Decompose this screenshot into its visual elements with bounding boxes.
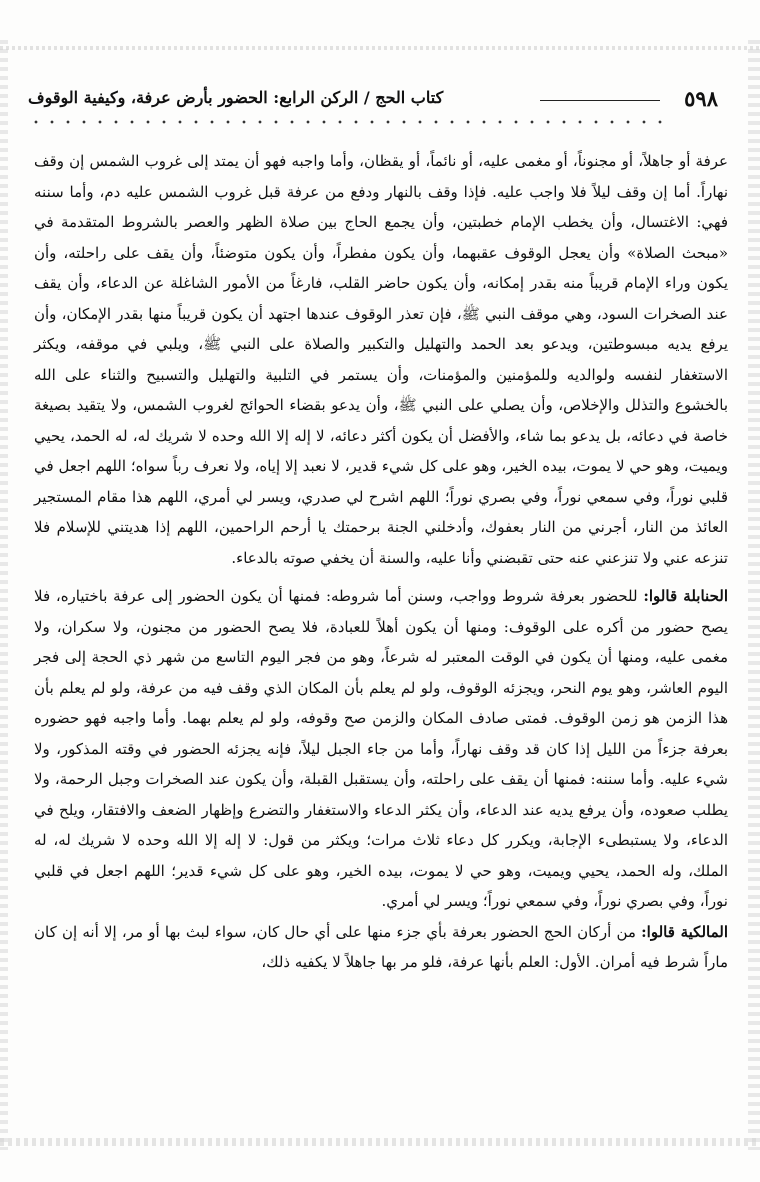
scan-border-left <box>0 40 8 1150</box>
paragraph <box>34 146 728 573</box>
section-label: الحنابلة قالوا: <box>643 587 728 605</box>
paragraph-text: للحضور بعرفة شروط وواجب، وسنن أما شروطه: فمنها أن يكون الحضور إلى عرفة باختياره، فلا يصح حضور من أكره على الوقوف: ومنها أن يكون أهلاً للعبادة، فلا يصح الحضور من مجنون، ولا سكران، ولا مغمى عليه، ومنها أن يكون في الوقت المعتبر له شرعاً، وهو من فجر اليوم التاسع من شهر ذي الحجة إلى فجر اليوم العاشر، وهو يوم النحر، ويجزئه الوقوف، ولو لم يعلم بأن المكان الذي وقف فيه من عرفة، ولو لم يعلم بأن هذا الزمن هو زمن الوقوف. فمتى صادف المكان والزمن صح وقوفه، ولو لم يعلم بهما. وأما واجبه فهو حضوره بعرفة جزءاً من الليل إذا كان قد وقف نهاراً، وأما من جاء الجبل ليلاً، فإنه يجزئه الحضور في وقته المذكور، ولا شيء عليه. وأما سننه: فمنها أن يقف على راحلته، وأن يستقبل القبلة، وأن يكون عند الصخرات وجبل الرحمة، ولا يطلب صعوده، وأن يرفع يديه عند الدعاء، وأن يكثر الدعاء والاستغفار والتضرع وإظهار الضعف والافتقار، ويلح في الدعاء، ولا يستبطىء الإجابة، ويكرر كل دعاء ثلاث مرات؛ ويكثر من قول: لا إله إلا الله وحده لا شريك له، له الملك، وله الحمد، يحيي ويميت، وهو حي لا يموت، بيده الخير، وهو على كل شيء قدير؛ اللهم اجعل في قلبي نوراً، وفي بصري نوراً، وفي سمعي نوراً؛ ويسر لي أمري. <box>34 587 728 910</box>
paragraph-maliki <box>34 917 728 978</box>
section-label: المالكية قالوا: <box>641 922 728 941</box>
main-text <box>34 146 728 978</box>
page-number: ٥٩٨ <box>684 86 718 111</box>
paragraph-text: عرفة أو جاهلاً، أو مجنوناً، أو مغمى عليه، أو نائماً، أو يقظان، وأما واجبه فهو أن يمتد إلى غروب الشمس إن وقف نهاراً. أما إن وقف ليلاً فلا واجب عليه. فإذا وقف بالنهار ودفع من عرفة قبل غروب الشمس عليه دم، وأما سننه فهي: الاغتسال، وأن يخطب الإمام خطبتين، وأن يجمع الحاج بين صلاة الظهر والعصر بالشروط المتقدمة في «مبحث الصلاة» وأن يعجل الوقوف عقبهما، وأن يكون مفطراً، وأن يكون متوضئاً، وأن يقف على راحلته، وأن يكون وراء الإمام قريباً منه بقدر إمكانه، وأن يكون حاضر القلب، فارغاً من الأمور الشاغلة عن الدعاء، وأن يقف عند الصخرات السود، وهي موقف النبي ﷺ، فإن تعذر الوقوف عندها اجتهد أن يكون قريباً منها بقدر الإمكان، وأن يرفع يديه مبسوطتين، ويدعو بعد الحمد والتهليل والتكبير والصلاة على النبي ﷺ، ويلبي في موقفه، ويكثر الاستغفار لنفسه ولوالديه وللمؤمنين والمؤمنات، وأن يستمر في التلبية والتهليل والتسبيح والثناء على الله بالخشوع والتذلل والإخلاص، وأن يصلي على النبي ﷺ، وأن يدعو بقضاء الحوائج لغروب الشمس، ولا يتقيد بصيغة خاصة في دعائه، بل يدعو بما شاء، والأفضل أن يكون أكثر دعائه، لا إله إلا الله وحده لا شريك له، له الحمد، يحيي ويميت، وهو حي لا يموت، بيده الخير، وهو على كل شيء قدير، لا نعبد إلا إياه، ولا نعرف رباً سواه؛ اللهم اجعل في قلبي نوراً، وفي سمعي نوراً، وفي بصري نوراً؛ اللهم اشرح لي صدري، ويسر لي أمري، اللهم هذا مقام المستجير العائذ من النار، أجرني من النار بعفوك، وأدخلني الجنة برحمتك يا أرحم الراحمين، اللهم إذا هديتني للإسلام فلا تنزعه عني ولا تنزعني عنه حتى تقبضني وأنا عليه، والسنة أن يخفي صوته بالدعاء. <box>34 152 729 567</box>
scan-border-top <box>0 46 760 50</box>
running-title: كتاب الحج / الركن الرابع: الحضور بأرض عرفة، وكيفية الوقوف <box>28 88 444 107</box>
paragraph-hanbali <box>34 581 728 917</box>
scan-border-right <box>748 40 760 1150</box>
scan-border-bottom <box>0 1138 760 1146</box>
page-header <box>28 84 718 118</box>
header-rule <box>540 100 660 101</box>
header-dotted-rule <box>28 120 668 124</box>
paragraph-text: من أركان الحج الحضور بعرفة بأي جزء منها على أي حال كان، سواء لبث بها أو مر، إلا أنه إن كان ماراً شرط فيه أمران. الأول: العلم بأنها عرفة، فلو مر بها جاهلاً لا يكفيه ذلك، <box>34 922 728 971</box>
